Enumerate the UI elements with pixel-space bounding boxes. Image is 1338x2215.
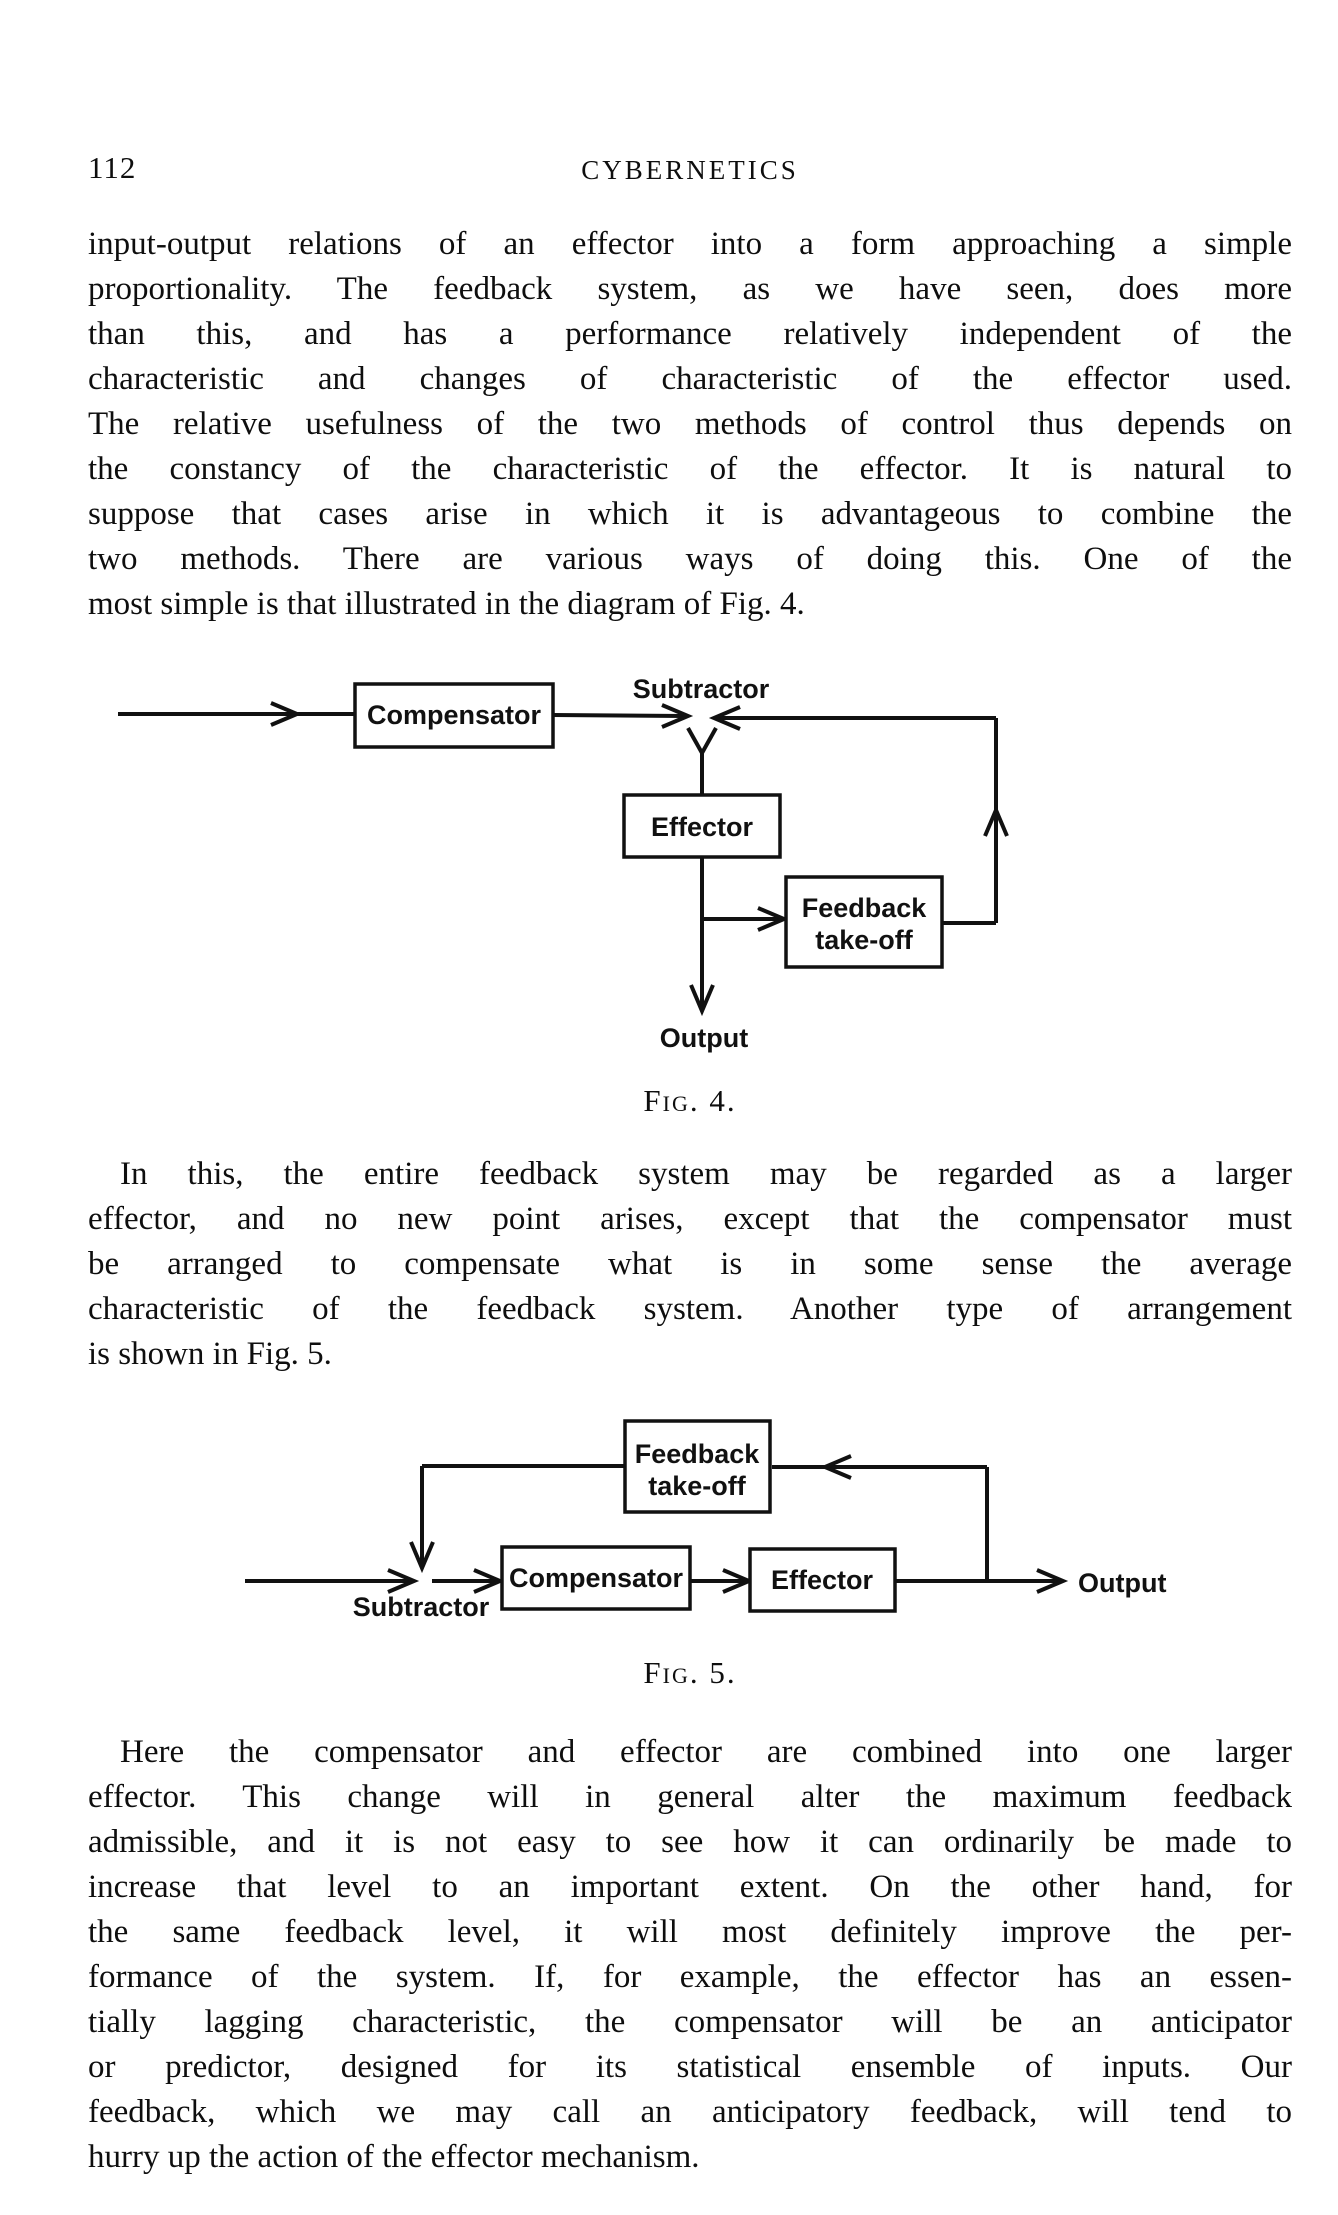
- text-line: admissible, and it is not easy to see how it can ordinarily be made to: [88, 1824, 1292, 1860]
- effector-label: Effector: [650, 812, 754, 842]
- fig5-subtractor-to-compensator: [432, 1570, 502, 1592]
- fig4-output-flow: [691, 857, 713, 1011]
- fig4-compensator-to-subtractor: [553, 705, 688, 727]
- effector-label: Effector: [770, 1565, 874, 1595]
- text-line: two methods. There are various ways of doing this. One of the: [88, 541, 1292, 577]
- text-line: feedback, which we may call an anticipatory feedback, will tend to: [88, 2094, 1292, 2130]
- text-line: In this, the entire feedback system may be regarded as a larger: [120, 1156, 1292, 1192]
- compensator-label: Compensator: [508, 1563, 684, 1593]
- text-line: formance of the system. If, for example, the effector has an essen-: [88, 1959, 1292, 1995]
- running-header: CYBERNETICS: [581, 155, 799, 185]
- text-line: is shown in Fig. 5.: [88, 1336, 332, 1372]
- junction-line: [688, 728, 702, 753]
- fig4-subtractor-junction: [688, 728, 716, 796]
- text-line: characteristic and changes of characteristic of the effector used.: [88, 361, 1292, 397]
- feedback-takeoff-label-line2: take-off: [815, 925, 913, 955]
- text-line: The relative usefulness of the two methods of control thus depends on: [88, 406, 1292, 442]
- feedback-takeoff-label-line2: take-off: [648, 1471, 746, 1501]
- subtractor-label: Subtractor: [352, 1592, 490, 1622]
- subtractor-label: Subtractor: [632, 674, 770, 704]
- text-line: hurry up the action of the effector mechanism.: [88, 2139, 700, 2175]
- fig4-takeoff-branch: [702, 908, 784, 930]
- text-line: input-output relations of an effector into a form approaching a simple: [88, 226, 1292, 262]
- compensator-label: Compensator: [366, 700, 542, 730]
- paragraph-2: [88, 1152, 1292, 1377]
- text-line: increase that level to an important extent. On the other hand, for: [88, 1869, 1292, 1905]
- text-line: effector, and no new point arises, except that the compensator must: [88, 1201, 1292, 1237]
- output-label: Output: [1078, 1568, 1167, 1598]
- flow-line: [553, 715, 684, 716]
- fig4-input-flow: [118, 703, 355, 725]
- feedback-takeoff-label-line1: Feedback: [801, 893, 927, 923]
- text-line: Here the compensator and effector are combined into one larger: [120, 1734, 1292, 1770]
- fig5-output-flow: [895, 1570, 1063, 1592]
- text-line: most simple is that illustrated in the diagram of Fig. 4.: [88, 586, 805, 622]
- fig5-compensator-to-effector: [690, 1570, 750, 1592]
- text-line: be arranged to compensate what is in some sense the average: [88, 1246, 1292, 1282]
- text-line: or predictor, designed for its statistical ensemble of inputs. Our: [88, 2049, 1292, 2085]
- text-line: than this, and has a performance relatively independent of the: [88, 316, 1292, 352]
- page-number: 112: [88, 150, 137, 185]
- feedback-takeoff-label-line1: Feedback: [634, 1439, 760, 1469]
- fig5-input-flow: [245, 1570, 414, 1592]
- paragraph-1: [88, 222, 1292, 627]
- figure-5-diagram: [0, 1405, 1338, 1640]
- text-line: the constancy of the characteristic of the effector. It is natural to: [88, 451, 1292, 487]
- text-line: characteristic of the feedback system. Another type of arrangement: [88, 1291, 1292, 1327]
- text-line: the same feedback level, it will most definitely improve the per-: [88, 1914, 1292, 1950]
- figure-5-caption: Fig. 5.: [643, 1655, 737, 1690]
- text-line: suppose that cases arise in which it is advantageous to combine the: [88, 496, 1292, 532]
- paragraph-3: [88, 1730, 1292, 2180]
- figure-4-caption: Fig. 4.: [643, 1083, 737, 1118]
- text-line: tially lagging characteristic, the compensator will be an anticipator: [88, 2004, 1292, 2040]
- text-line: effector. This change will in general alter the maximum feedback: [88, 1779, 1292, 1815]
- junction-line: [702, 728, 716, 753]
- text-line: proportionality. The feedback system, as we have seen, does more: [88, 271, 1292, 307]
- output-label: Output: [659, 1023, 749, 1053]
- figure-4-diagram: [0, 650, 1338, 1060]
